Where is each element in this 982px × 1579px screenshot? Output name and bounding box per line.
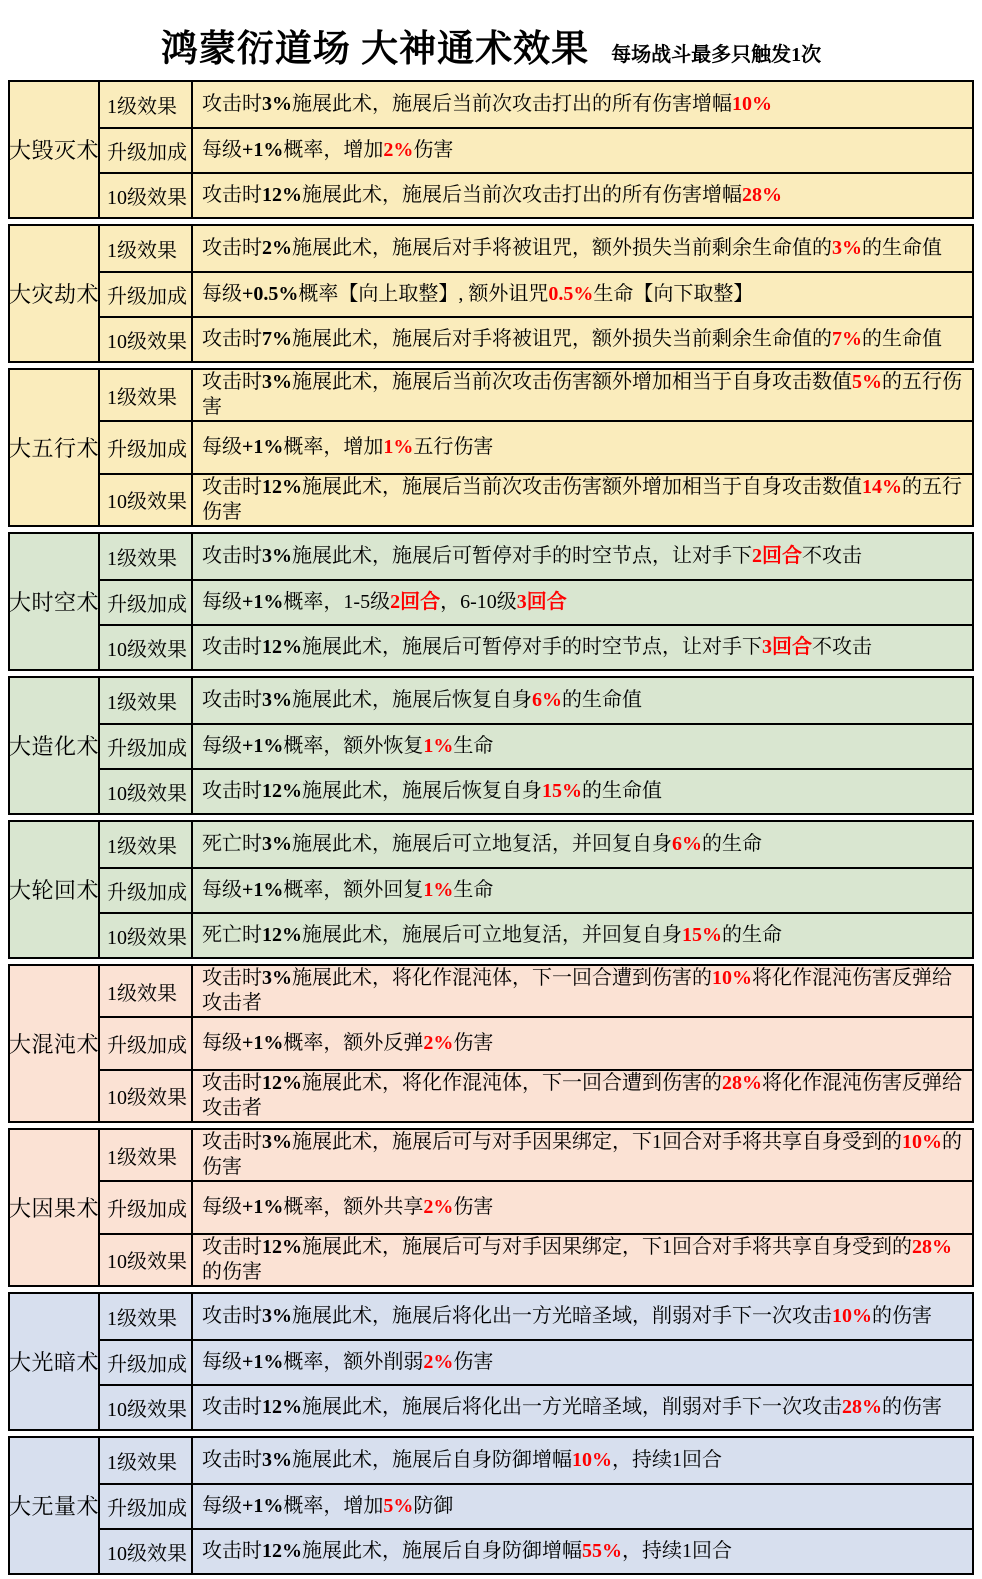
table-row [100, 172, 972, 217]
skill-name: 大混沌术 [10, 966, 100, 1121]
row-label: 升级加成 [100, 1341, 193, 1384]
table-row [100, 127, 972, 172]
table-row [100, 1339, 972, 1384]
skill-name: 大灾劫术 [10, 226, 100, 361]
row-label: 1级效果 [100, 226, 193, 271]
skill-rows [100, 966, 972, 1121]
skill-group-4 [8, 532, 974, 671]
table-row [100, 1233, 972, 1285]
effect-text: 每级+1%概率，增加2%伤害 [202, 139, 454, 161]
table-row [100, 1294, 972, 1339]
row-label: 升级加成 [100, 581, 193, 624]
row-label: 1级效果 [100, 1438, 193, 1483]
table-row [100, 678, 972, 723]
row-label: 升级加成 [100, 422, 193, 472]
page-subtitle: 每场战斗最多只触发1次 [611, 44, 822, 66]
table-row [100, 316, 972, 361]
skill-name: 大时空术 [10, 534, 100, 669]
table-row [100, 226, 972, 271]
skill-rows [100, 226, 972, 361]
row-label: 1级效果 [100, 534, 193, 579]
row-label: 1级效果 [100, 82, 193, 127]
table-row [100, 1528, 972, 1573]
row-label: 升级加成 [100, 1485, 193, 1528]
skill-rows [100, 1438, 972, 1573]
table-row [100, 822, 972, 867]
skill-group-1 [8, 80, 974, 219]
effect-text: 每级+0.5%概率【向上取整】, 额外诅咒0.5%生命【向下取整】 [202, 283, 754, 305]
row-label: 1级效果 [100, 370, 193, 420]
skill-group-9 [8, 1292, 974, 1431]
effect-text: 每级+1%概率，额外回复1%生命 [202, 879, 494, 901]
table-row [100, 723, 972, 768]
row-label: 1级效果 [100, 966, 193, 1016]
skill-rows [100, 534, 972, 669]
skill-group-5 [8, 676, 974, 815]
row-label: 1级效果 [100, 822, 193, 867]
effect-text: 每级+1%概率，额外共享2%伤害 [202, 1195, 494, 1218]
effect-text: 死亡时3%施展此术，施展后可立地复活，并回复自身6%的生命 [202, 833, 762, 855]
row-label: 10级效果 [100, 914, 193, 957]
effect-text: 攻击时12%施展此术，施展后可与对手因果绑定，下1回合对手将共享自身受到的28%的伤害 [202, 1235, 952, 1283]
effect-text: 攻击时12%施展此术，施展后恢复自身15%的生命值 [202, 780, 662, 802]
row-label: 1级效果 [100, 1294, 193, 1339]
table-row [100, 912, 972, 957]
row-label: 升级加成 [100, 273, 193, 316]
row-label: 10级效果 [100, 1530, 193, 1573]
skill-name: 大造化术 [10, 678, 100, 813]
row-label: 升级加成 [100, 869, 193, 912]
row-label: 10级效果 [100, 174, 193, 217]
effect-text: 攻击时3%施展此术，施展后恢复自身6%的生命值 [202, 689, 642, 711]
skill-name: 大毁灭术 [10, 82, 100, 217]
effect-text: 攻击时3%施展此术，将化作混沌体，下一回合遭到伤害的10%将化作混沌伤害反弹给攻击者 [202, 967, 952, 1015]
skill-name: 大五行术 [10, 370, 100, 525]
skill-rows [100, 678, 972, 813]
effect-text: 攻击时3%施展此术，施展后可暂停对手的时空节点，让对手下2回合不攻击 [202, 545, 862, 567]
skill-name: 大轮回术 [10, 822, 100, 957]
table-row [100, 624, 972, 669]
skill-rows [100, 370, 972, 525]
table-row [100, 579, 972, 624]
table-row [100, 867, 972, 912]
table-row [100, 768, 972, 813]
table-row [100, 1438, 972, 1483]
row-label: 10级效果 [100, 1386, 193, 1429]
skill-name: 大无量术 [10, 1438, 100, 1573]
effect-text: 每级+1%概率，额外恢复1%生命 [202, 735, 494, 757]
effect-text: 攻击时12%施展此术，施展后当前次攻击打出的所有伤害增幅28% [202, 184, 782, 206]
row-label: 1级效果 [100, 1130, 193, 1180]
row-label: 10级效果 [100, 318, 193, 361]
effect-text: 攻击时7%施展此术，施展后对手将被诅咒，额外损失当前剩余生命值的7%的生命值 [202, 328, 942, 350]
skill-group-7 [8, 964, 974, 1123]
effect-text: 每级+1%概率，额外反弹2%伤害 [202, 1031, 494, 1054]
table-row [100, 1180, 972, 1232]
effect-text: 攻击时12%施展此术，施展后将化出一方光暗圣域，削弱对手下一次攻击28%的伤害 [202, 1396, 942, 1418]
table-row [100, 82, 972, 127]
table-row [100, 1483, 972, 1528]
table-row [100, 473, 972, 525]
skill-rows [100, 82, 972, 217]
skill-name: 大光暗术 [10, 1294, 100, 1429]
row-label: 10级效果 [100, 770, 193, 813]
effect-text: 每级+1%概率，额外削弱2%伤害 [202, 1351, 494, 1373]
row-label: 1级效果 [100, 678, 193, 723]
table-row [100, 1016, 972, 1068]
skill-rows [100, 1294, 972, 1429]
effect-text: 攻击时3%施展此术，施展后当前次攻击打出的所有伤害增幅10% [202, 93, 772, 115]
page-header [0, 0, 982, 80]
effect-text: 攻击时12%施展此术，施展后自身防御增幅55%，持续1回合 [202, 1540, 732, 1562]
effect-text: 攻击时12%施展此术，施展后可暂停对手的时空节点，让对手下3回合不攻击 [202, 636, 872, 658]
skill-group-6 [8, 820, 974, 959]
skill-group-2 [8, 224, 974, 363]
row-label: 升级加成 [100, 725, 193, 768]
row-label: 10级效果 [100, 1235, 193, 1285]
effect-text: 攻击时3%施展此术，施展后将化出一方光暗圣域，削弱对手下一次攻击10%的伤害 [202, 1305, 932, 1327]
table-row [100, 1130, 972, 1180]
skill-name: 大因果术 [10, 1130, 100, 1285]
effect-text: 攻击时12%施展此术，施展后当前次攻击伤害额外增加相当于自身攻击数值14%的五行伤害 [202, 475, 962, 523]
row-label: 升级加成 [100, 129, 193, 172]
skills-table [8, 80, 974, 1575]
effect-text: 攻击时2%施展此术，施展后对手将被诅咒，额外损失当前剩余生命值的3%的生命值 [202, 237, 942, 259]
effect-text: 死亡时12%施展此术，施展后可立地复活，并回复自身15%的生命 [202, 924, 782, 946]
row-label: 10级效果 [100, 475, 193, 525]
table-row [100, 534, 972, 579]
effect-text: 攻击时3%施展此术，施展后自身防御增幅10%，持续1回合 [202, 1449, 722, 1471]
effect-text: 攻击时3%施展此术，施展后可与对手因果绑定，下1回合对手将共享自身受到的10%的伤害 [202, 1131, 962, 1179]
skill-group-10 [8, 1436, 974, 1575]
table-row [100, 271, 972, 316]
effect-text: 攻击时3%施展此术，施展后当前次攻击伤害额外增加相当于自身攻击数值5%的五行伤害 [202, 371, 962, 419]
table-row [100, 420, 972, 472]
table-row [100, 1384, 972, 1429]
effect-text: 每级+1%概率，增加5%防御 [202, 1495, 454, 1517]
skill-group-3 [8, 368, 974, 527]
row-label: 升级加成 [100, 1182, 193, 1232]
table-row [100, 370, 972, 420]
skill-rows [100, 1130, 972, 1285]
row-label: 10级效果 [100, 626, 193, 669]
skill-rows [100, 822, 972, 957]
row-label: 升级加成 [100, 1018, 193, 1068]
page-title: 鸿蒙衍道场 大神通术效果 [160, 29, 590, 70]
effect-text: 每级+1%概率，1-5级2回合，6-10级3回合 [202, 591, 567, 613]
row-label: 10级效果 [100, 1071, 193, 1121]
effect-text: 每级+1%概率，增加1%五行伤害 [202, 435, 494, 458]
table-row [100, 1069, 972, 1121]
table-row [100, 966, 972, 1016]
effect-text: 攻击时12%施展此术，将化作混沌体，下一回合遭到伤害的28%将化作混沌伤害反弹给攻击者 [202, 1071, 962, 1119]
skill-group-8 [8, 1128, 974, 1287]
